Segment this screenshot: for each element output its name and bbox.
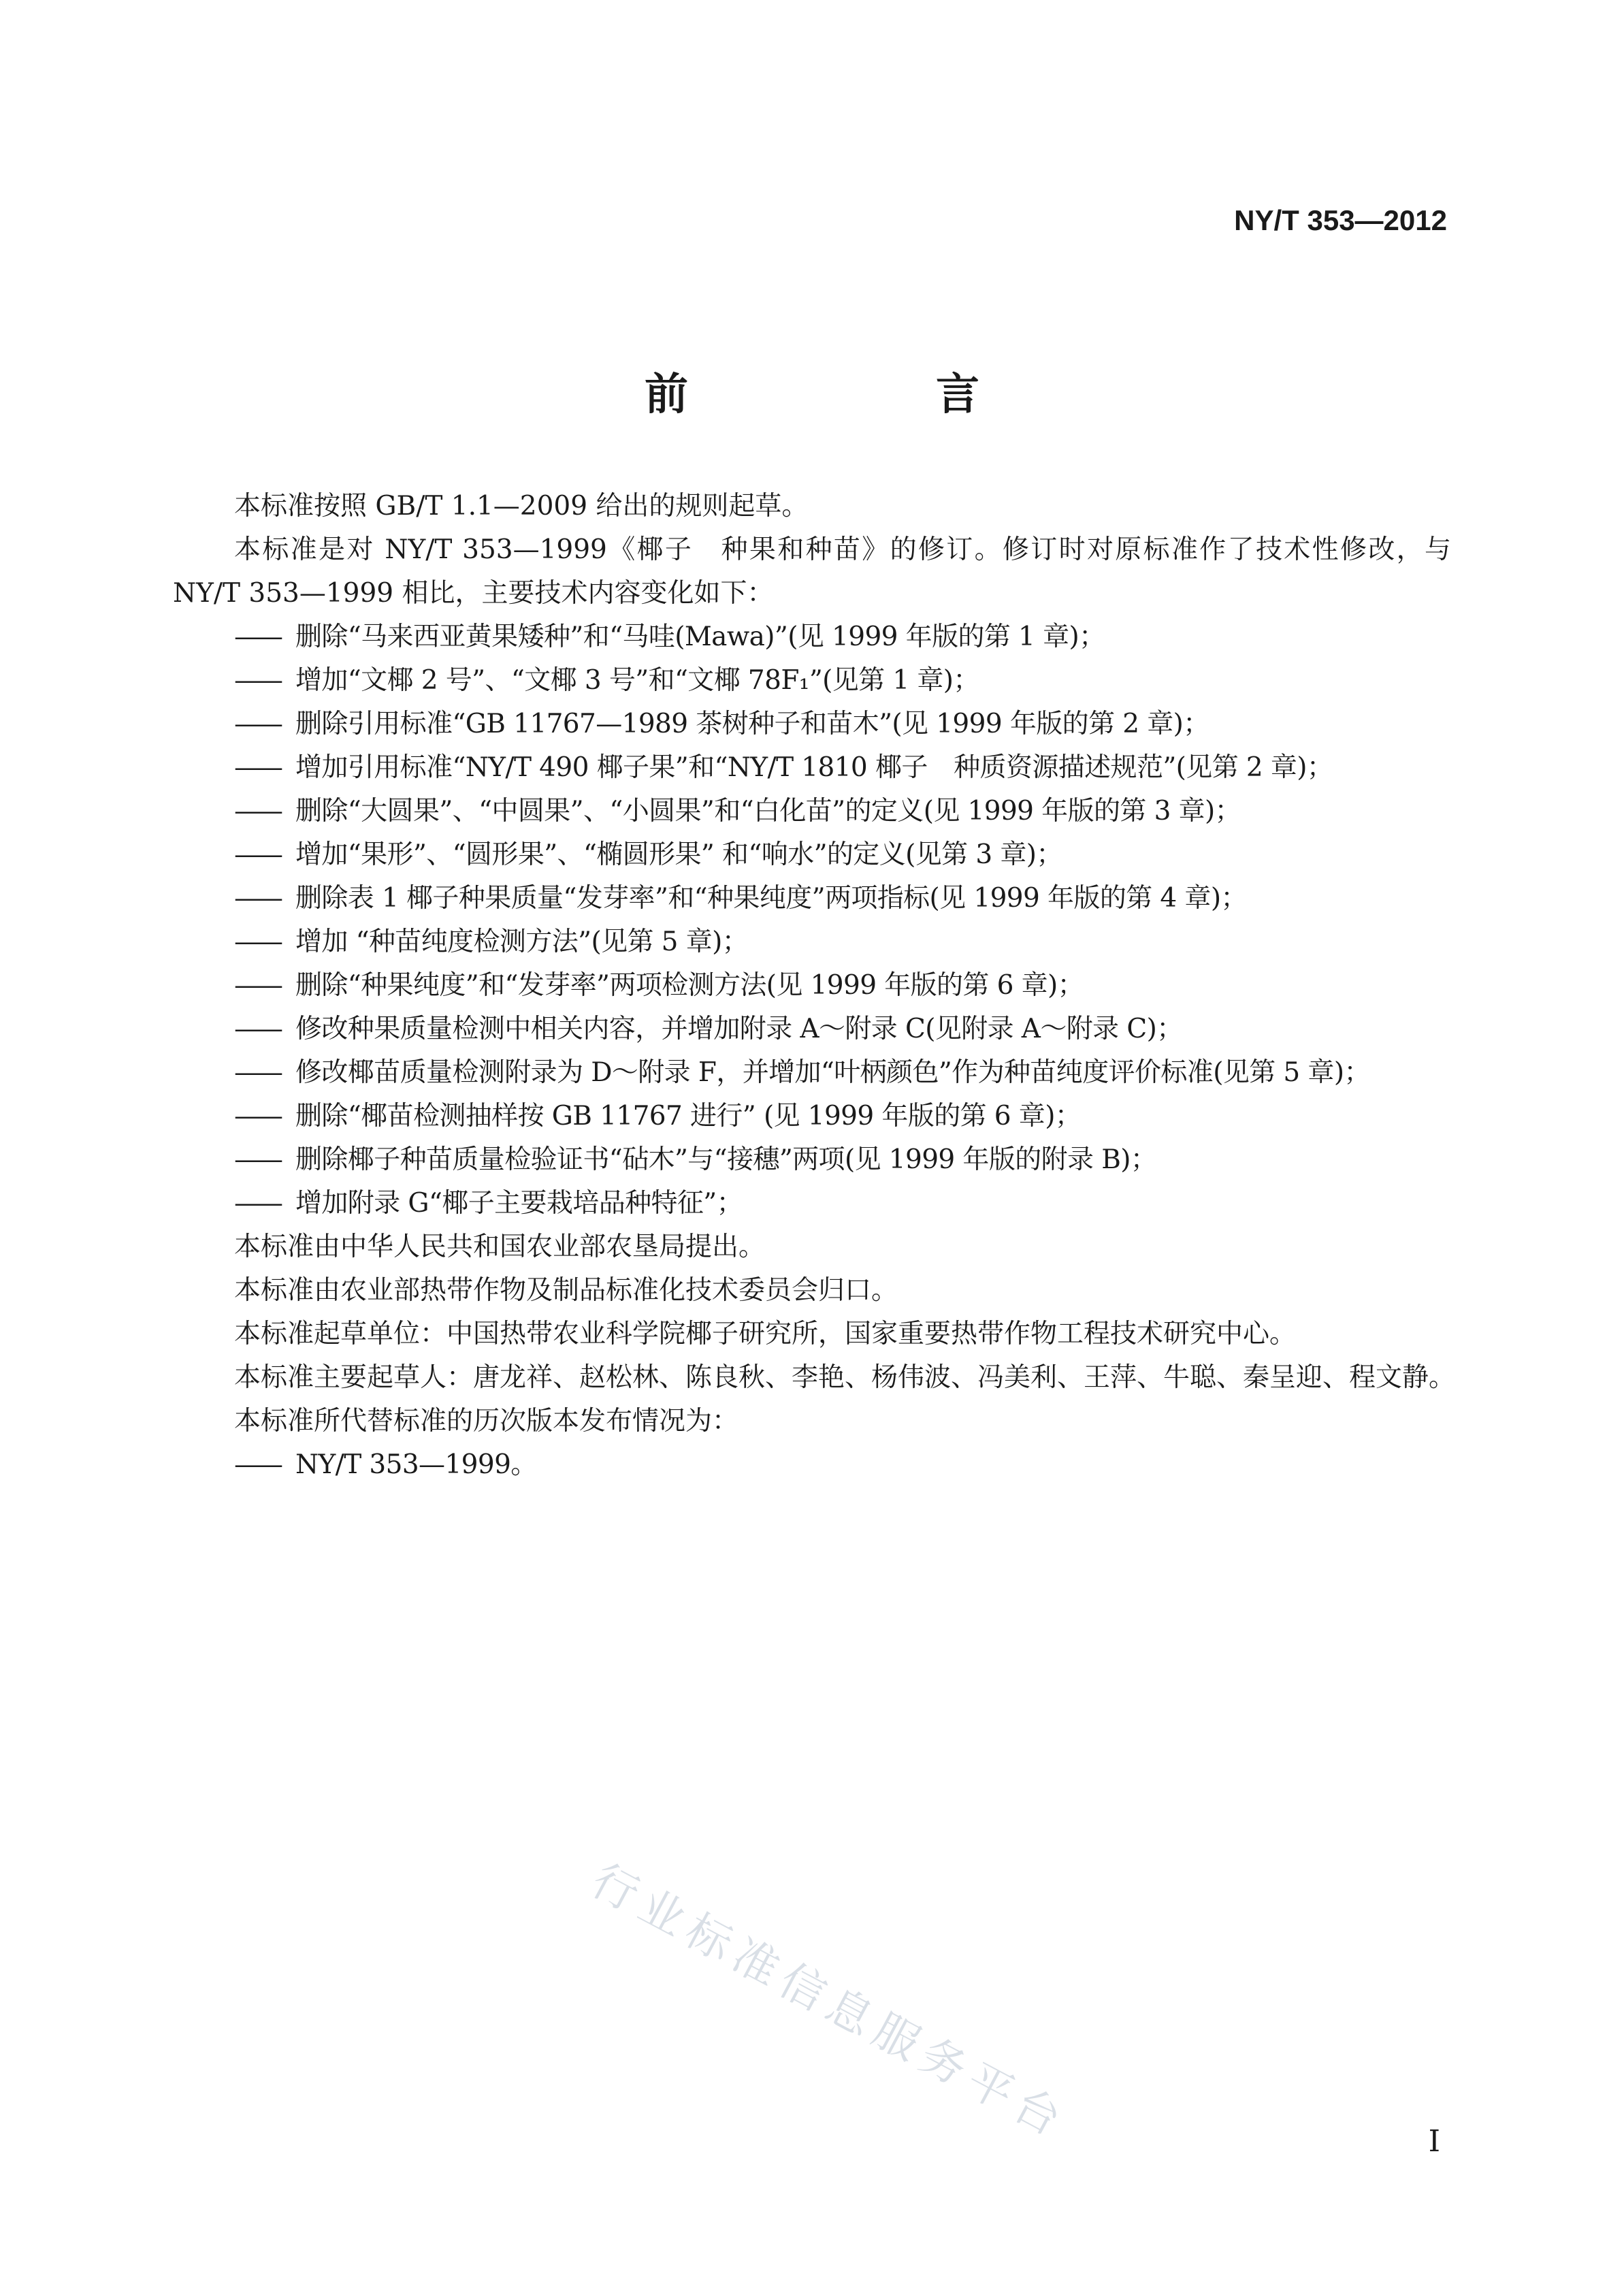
history-intro: 本标准所代替标准的历次版本发布情况为： [234,1406,739,1436]
list-dash: —— [234,622,279,652]
change-text: 增加附录 G“椰子主要栽培品种特征”； [295,1188,743,1219]
list-item [173,1182,1451,1225]
change-text: 删除椰子种苗质量检验证书“砧木”与“接穗”两项(见 1999 年版的附录 B)； [295,1144,1157,1175]
list-dash: —— [234,752,279,783]
drafters: 本标准主要起草人：唐龙祥、赵松林、陈良秋、李艳、杨伟波、冯美利、王萍、牛聪、秦呈迎、程文静。 [234,1362,1456,1393]
change-text: 修改种果质量检测中相关内容，并增加附录 A～附录 C(见附录 A～附录 C)； [295,1014,1183,1044]
list-item [173,1008,1451,1051]
list-dash: —— [234,883,279,914]
history-list [173,1443,1451,1487]
list-item [173,964,1451,1008]
list-dash: —— [234,927,279,957]
list-item [173,833,1451,877]
change-text: 删除表 1 椰子种果质量“发芽率”和“种果纯度”两项指标(见 1999 年版的第 4 章)； [295,883,1247,914]
list-item [173,1443,1451,1487]
proposed-by: 本标准由中华人民共和国农业部农垦局提出。 [234,1232,766,1262]
change-text: 删除“大圆果”、“中圆果”、“小圆果”和“白化苗”的定义(见 1999 年版的第 3 章)； [295,796,1241,826]
list-dash: —— [234,1188,279,1219]
list-item [173,920,1451,964]
list-dash: —— [234,665,279,696]
change-text: 增加“文椰 2 号”、“文椰 3 号”和“文椰 78F₁”(见第 1 章)； [295,665,979,696]
change-text: 删除“种果纯度”和“发芽率”两项检测方法(见 1999 年版的第 6 章)； [295,970,1084,1001]
list-dash: —— [234,1014,279,1044]
list-item [173,877,1451,920]
list-item [173,1051,1451,1095]
list-dash: —— [234,1101,279,1131]
list-item [173,615,1451,659]
list-dash: —— [234,1144,279,1175]
list-item [173,703,1451,746]
drafting-units: 本标准起草单位：中国热带农业科学院椰子研究所，国家重要热带作物工程技术研究中心。 [234,1319,1297,1349]
history-text: NY/T 353—1999。 [295,1449,537,1480]
list-dash: —— [234,709,279,739]
list-dash: —— [234,796,279,826]
change-text: 删除“马来西亚黄果矮种”和“马哇(Mawa)”(见 1999 年版的第 1 章)； [295,622,1105,652]
change-text: 增加 “种苗纯度检测方法”(见第 5 章)； [295,927,749,957]
list-dash: —— [234,839,279,870]
watermark: 行业标准信息服务平台 [583,1854,1077,2150]
foreword-body [173,485,1456,1487]
list-dash: —— [234,970,279,1001]
centralized-by: 本标准由农业部热带作物及制品标准化技术委员会归口。 [234,1275,898,1306]
page-number: I [1428,2124,1440,2159]
change-text: 删除“椰苗检测抽样按 GB 11767 进行” (见 1999 年版的第 6 章)； [295,1101,1082,1131]
list-item [173,790,1451,833]
page-title: 前 言 [645,370,1082,420]
changes-list [173,615,1451,1225]
change-text: 增加引用标准“NY/T 490 椰子果”和“NY/T 1810 椰子 种质资源描述规范”(见第 2 章)； [295,752,1333,783]
list-item [173,746,1451,790]
list-item [173,1095,1451,1138]
list-item [173,659,1451,703]
change-text: 删除引用标准“GB 11767—1989 茶树种子和苗木”(见 1999 年版的第 2 章)； [295,709,1209,739]
list-dash: —— [234,1449,279,1480]
intro-drafting-rules: 本标准按照 GB/T 1.1—2009 给出的规则起草。 [234,491,809,521]
list-dash: —— [234,1057,279,1088]
change-text: 增加“果形”、“圆形果”、“椭圆形果” 和“响水”的定义(见第 3 章)； [295,839,1062,870]
standard-number: NY/T 353—2012 [1234,204,1447,236]
change-text: 修改椰苗质量检测附录为 D～附录 F，并增加“叶柄颜色”作为种苗纯度评价标准(见第 5 章)； [295,1057,1370,1088]
list-item [173,1138,1451,1182]
intro-revision-note: 本标准是对 NY/T 353—1999《椰子 种果和种苗》的修订。修订时对原标准作了技术性修改，与 NY/T 353—1999 相比，主要技术内容变化如下： [173,534,1451,609]
